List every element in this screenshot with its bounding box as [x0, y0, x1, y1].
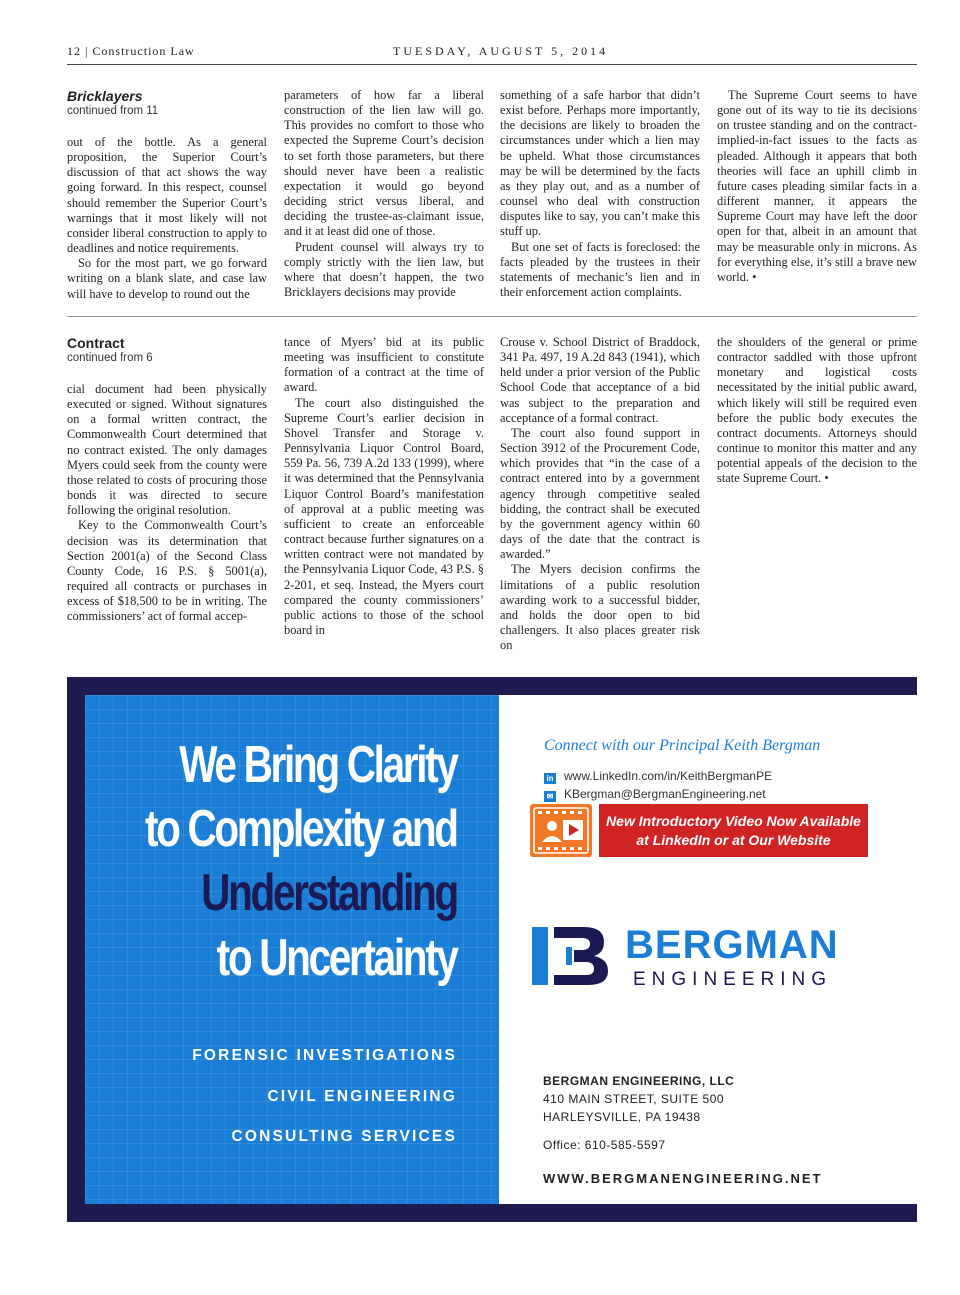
ad-headline-line: to Uncertainty	[217, 929, 457, 987]
continued-line: continued from 6	[67, 352, 153, 364]
ad-headline-line: We Bring Clarity	[179, 736, 457, 794]
paragraph: tance of Myers’ bid at its public meeting was insufficient to constitute formation of a contract at the time of award.	[284, 335, 484, 395]
brand-wordmark: BERGMAN	[625, 923, 839, 967]
video-promo[interactable]	[530, 804, 868, 857]
paragraph: something of a safe harbor that didn’t exist before. Perhaps more importantly, the decisions are likely to broaden the circumstances under which a lien may be upheld. What those circumstances may be will be determined by the facts as they play out, and as a number of counsel who deal with construction disputes like to say, you can’t make this stuff up.	[500, 88, 700, 239]
paragraph: The court also found support in Section 3912 of the Procurement Code, which provides that “in the case of a contract entered into by a government agency through competitive sealed bidding, the contract shall be executed by the government agency within 60 days of the date that the contract is awarded.”	[500, 425, 700, 562]
issue-date: TUESDAY, AUGUST 5, 2014	[393, 44, 609, 58]
ad-headline-line: Understanding	[201, 864, 457, 922]
paragraph: So for the most part, we go forward writing on a blank slate, and case law will have to develop to round out the	[67, 256, 267, 301]
paragraph: But one set of facts is foreclosed: the facts pleaded by the trustees in their statements of mechanic’s lien and in their enforcement action complaints.	[500, 239, 700, 300]
article-kicker: Contract	[67, 335, 125, 351]
continued-line: continued from 11	[67, 105, 159, 117]
article-column	[67, 88, 267, 302]
paragraph: The Myers decision confirms the limitations of a public resolution awarding work to a successful bidder, and holds the door open to bid challengers. It also places greater risk on	[500, 562, 700, 653]
bergman-logo-icon	[532, 925, 610, 992]
ad-contact-panel	[499, 695, 917, 1204]
ad-service: CIVIL ENGINEERING	[267, 1088, 457, 1105]
linkedin-link[interactable]: in www.LinkedIn.com/in/KeithBergmanPE	[544, 769, 772, 784]
ad-service: CONSULTING SERVICES	[231, 1128, 457, 1145]
video-play-icon	[530, 804, 592, 857]
bergman-advertisement	[67, 677, 917, 1222]
company-name: BERGMAN ENGINEERING, LLC	[543, 1074, 735, 1088]
article-column	[717, 335, 917, 487]
paragraph: out of the bottle. As a general proposition, the Superior Court’s discussion of that act shows the way going forward. In this respect, counsel should remember the Superior Court’s warnings that it most likely will not consider liberal construction to apply to deadlines and notice requirements.	[67, 135, 267, 256]
ad-headline-line: to Complexity and	[145, 800, 457, 858]
linkedin-icon: in	[544, 773, 556, 784]
envelope-icon: ✉	[544, 791, 556, 802]
paragraph: parameters of how far a liberal construction of the lien law will go. This provides no comfort to those who expected the Supreme Court’s decision to set forth those parameters, but there should never have been a realistic expectation it would go beyond deciding strict versus liberal, and deciding the trustee-as-claimant issue, and it at least did one of those.	[284, 88, 484, 239]
article-column	[717, 88, 917, 285]
article-kicker: Bricklayers	[67, 88, 143, 104]
brand-subline: ENGINEERING	[633, 969, 833, 990]
office-phone: Office: 610-585-5597	[543, 1138, 666, 1152]
paragraph: Key to the Commonwealth Court’s decision was its determination that Section 2001(a) of the Second Class County Code, 16 P.S. § 5001(a), required all contracts or purchases in excess of $18,500 to be in writing. The commissioners’ act of formal accep-	[67, 518, 267, 624]
paragraph: Prudent counsel will always try to comply strictly with the lien law, but where that doesn’t happen, the two Bricklayers decisions may provide	[284, 239, 484, 300]
header-rule	[67, 64, 917, 65]
paragraph: the shoulders of the general or prime contractor saddled with those upfront monetary and logistical costs necessitated by the initial public award, which likely will still be required even before the public body executes the contract documents. Attorneys should continue to monitor this matter and any potential appeals of the decision to the state Supreme Court. •	[717, 335, 917, 486]
paragraph: Crouse v. School District of Braddock, 341 Pa. 497, 19 A.2d 843 (1941), which held under a prior version of the Public School Code that acceptance of a bid was subject to the preparation and acceptance of a formal contract.	[500, 335, 700, 425]
website-link[interactable]: WWW.BERGMANENGINEERING.NET	[543, 1171, 823, 1186]
running-header	[67, 44, 917, 62]
article-column	[284, 335, 484, 638]
article-column	[500, 335, 700, 653]
promo-banner: New Introductory Video Now Available at LinkedIn or at Our Website	[599, 804, 868, 857]
paragraph: The Supreme Court seems to have gone out of its way to tie its decisions on trustee standing and on the contract-implied-in-fact issues to the facts as pleaded. Although it appears that both theories will face an uphill climb in future cases pleading similar facts in a different manner, it appears the Supreme Court may have left the door open for that, albeit in an amount that may be measurable only in microns. As for everything else, it’s still a brave new world. •	[717, 88, 917, 284]
ad-blueprint-panel	[85, 695, 499, 1204]
page-folio: 12 | Construction Law	[67, 44, 195, 58]
email-link[interactable]: ✉ KBergman@BergmanEngineering.net	[544, 787, 766, 802]
article-column	[500, 88, 700, 300]
article-column	[284, 88, 484, 300]
city-address: HARLEYSVILLE, PA 19438	[543, 1110, 701, 1124]
paragraph: cial document had been physically executed or signed. Without signatures on a formal written contract, the Commonwealth Court determined that no contract existed. The only damages Myers could seek from the county were those related to costs of procuring those bonds it was directed to secure following the original resolution.	[67, 382, 267, 518]
section-divider	[67, 316, 917, 317]
paragraph: The court also distinguished the Supreme Court’s earlier decision in Shovel Transfer and Storage v. Pennsylvania Liquor Control Board, 559 Pa. 56, 739 A.2d 133 (1999), where it was determined that the Pennsylvania Liquor Control Board’s manifestation of approval at a public meeting was sufficient to create an enforceable contract because further signatures on a written contract were not mandated by the Pennsylvania Liquor Code, 43 P.S. § 2-201, et seq. Instead, the Myers court compared the county commissioners’ public actions to those of the school board in	[284, 395, 484, 637]
ad-connect-line: Connect with our Principal Keith Bergman	[544, 737, 821, 754]
street-address: 410 MAIN STREET, SUITE 500	[543, 1092, 725, 1106]
article-column	[67, 335, 267, 625]
ad-service: FORENSIC INVESTIGATIONS	[192, 1047, 457, 1064]
